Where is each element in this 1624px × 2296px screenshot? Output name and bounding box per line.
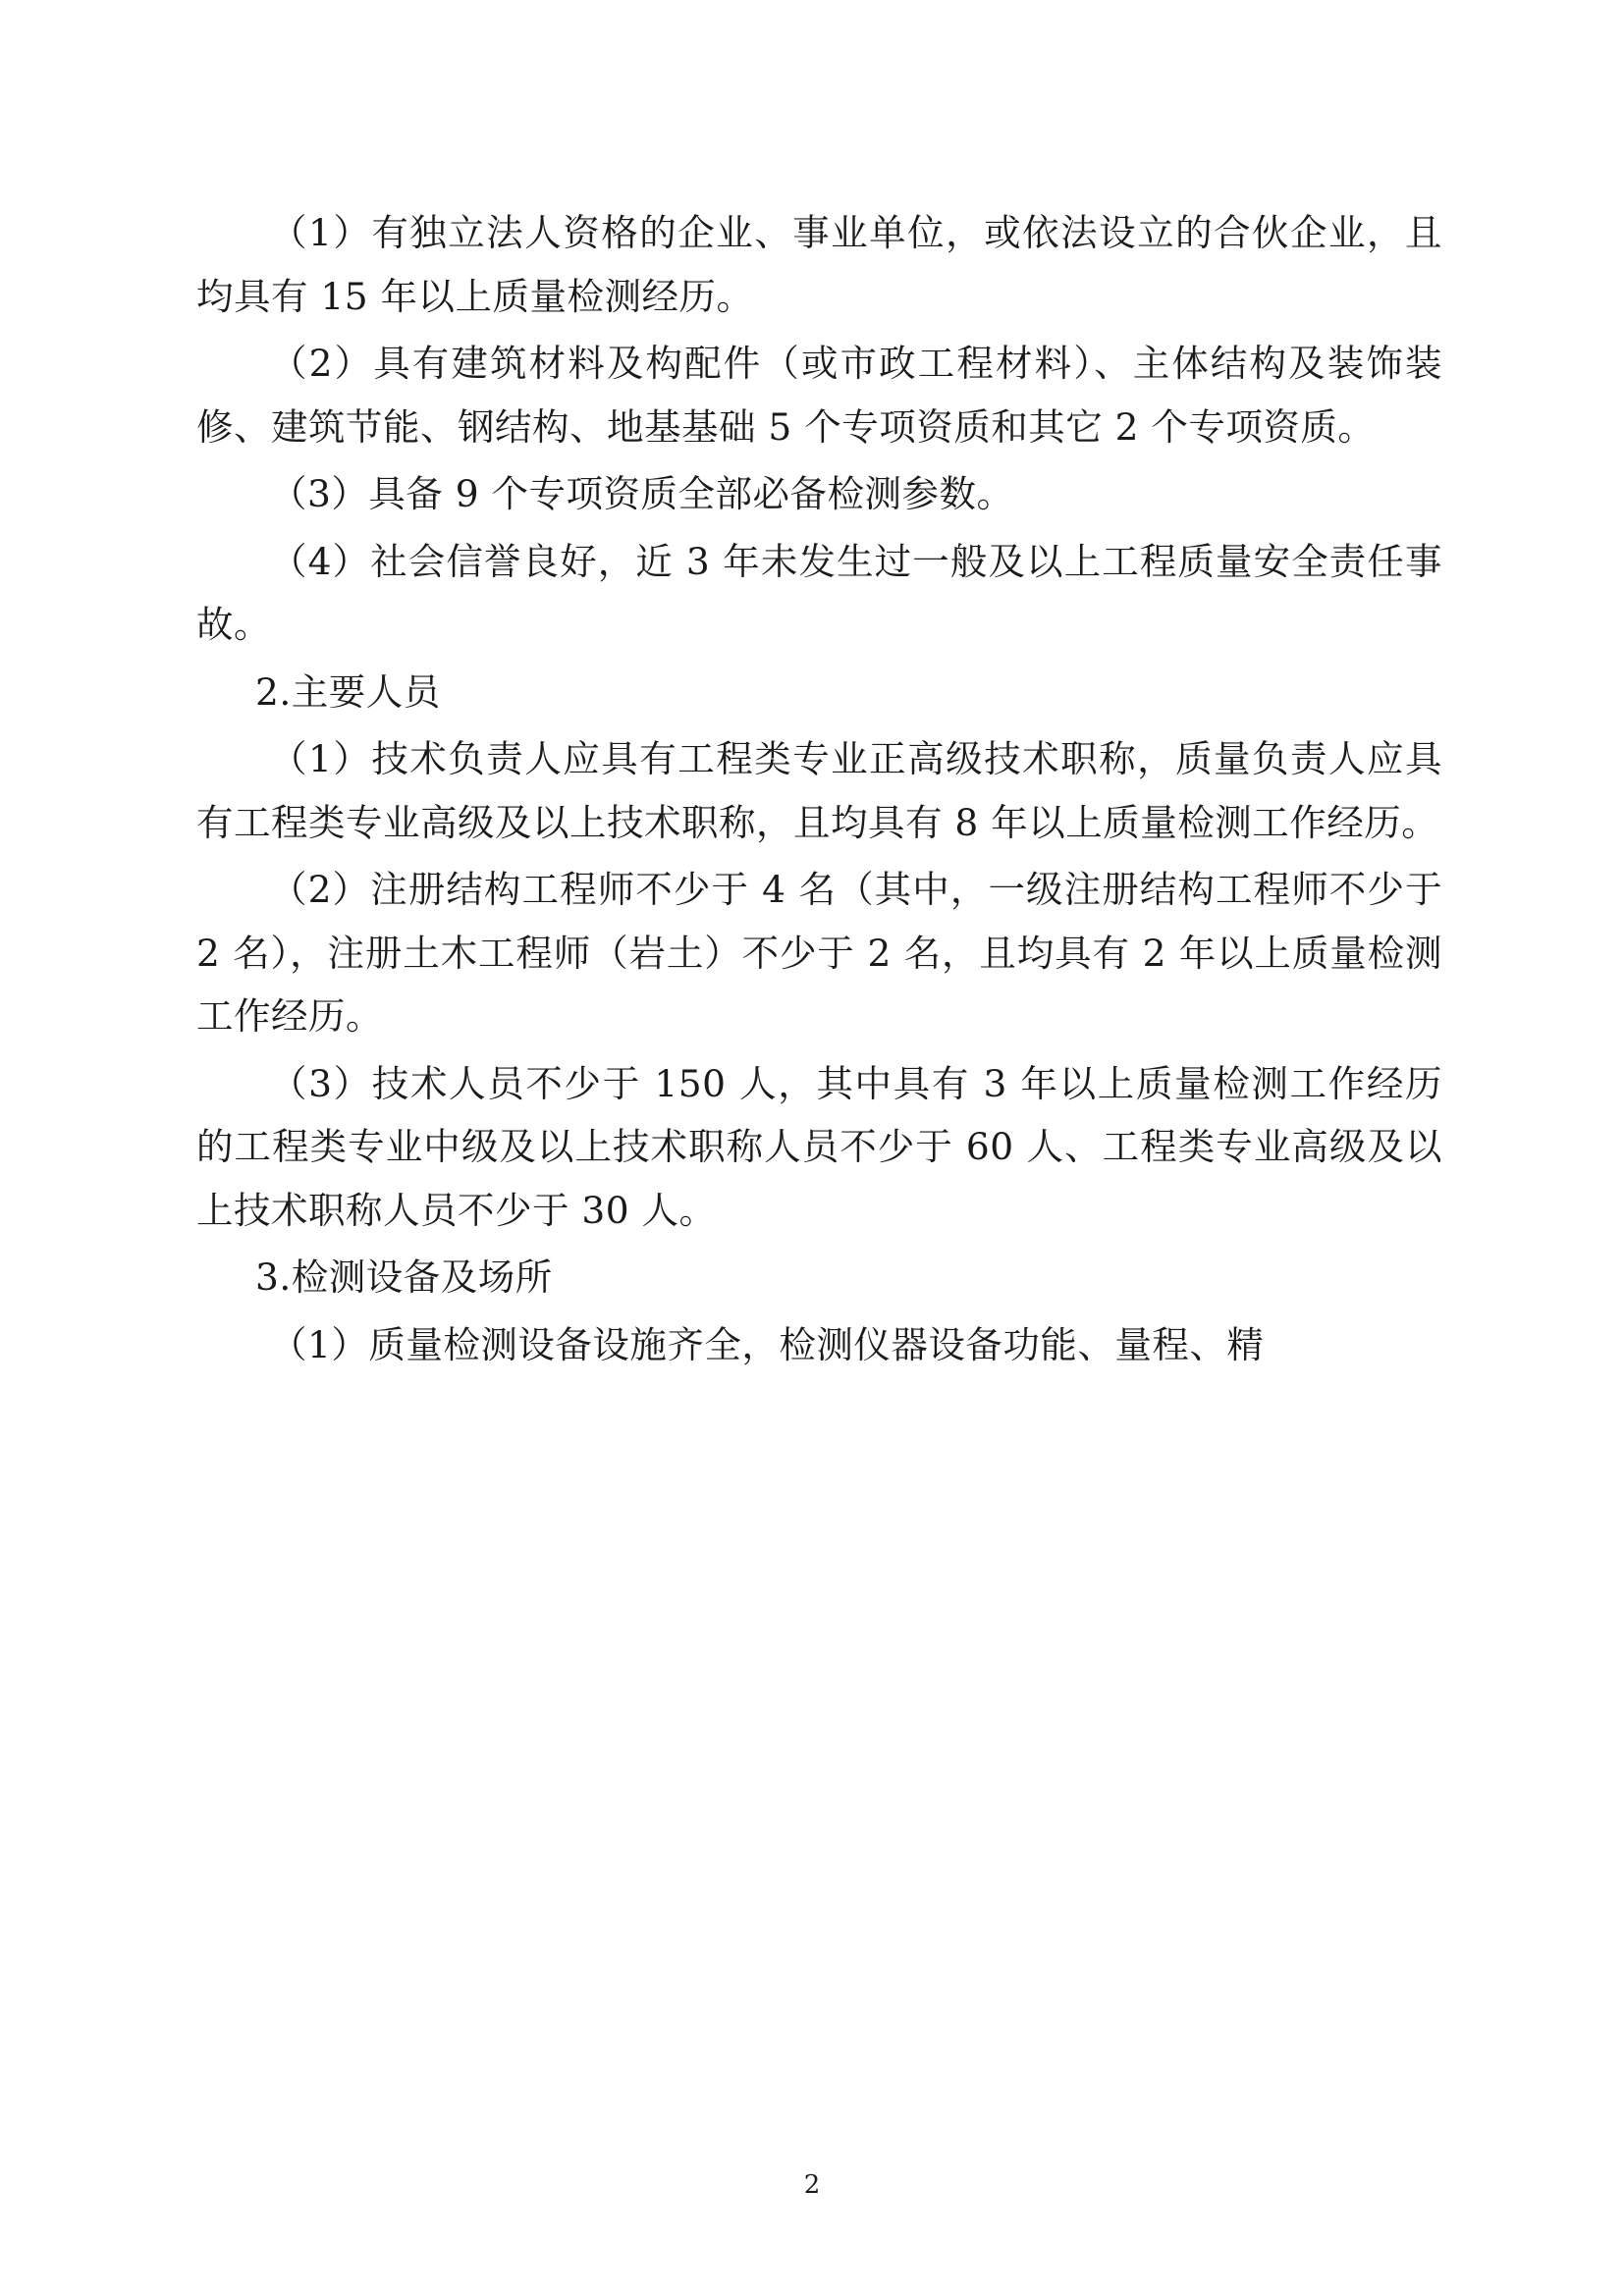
paragraph-7: （3）技术人员不少于 150 人，其中具有 3 年以上质量检测工作经历的工程类专业中级及以上技术职称人员不少于 60 人、工程类专业高级及以上技术职称人员不少于 30 人。	[196, 1061, 1442, 1232]
page-number: 2	[803, 2170, 821, 2200]
paragraph-6: （2）注册结构工程师不少于 4 名（其中，一级注册结构工程师不少于 2 名），注册土木工程师（岩土）不少于 2 名，且均具有 2 年以上质量检测工作经历。	[196, 868, 1442, 1038]
paragraph-3: （3）具备 9 个专项资质全部必备检测参数。	[270, 472, 1014, 515]
section-heading-3: 3.检测设备及场所	[255, 1255, 553, 1299]
section-heading-2: 2.主要人员	[255, 669, 441, 714]
paragraph-2: （2）具有建筑材料及构配件（或市政工程材料）、主体结构及装饰装修、建筑节能、钢结构、地基基础 5 个专项资质和其它 2 个专项资质。	[196, 342, 1442, 449]
paragraph-4: （4）社会信誉良好，近 3 年未发生过一般及以上工程质量安全责任事故。	[196, 539, 1442, 646]
document-body	[196, 201, 1442, 1376]
paragraph-8: （1）质量检测设备设施齐全，检测仪器设备功能、量程、精	[270, 1322, 1265, 1366]
paragraph-1: （1）有独立法人资格的企业、事业单位，或依法设立的合伙企业，且均具有 15 年以上质量检测经历。	[196, 211, 1442, 318]
paragraph-5: （1）技术负责人应具有工程类专业正高级技术职称，质量负责人应具有工程类专业高级及以上技术职称，且均具有 8 年以上质量检测工作经历。	[196, 737, 1442, 844]
